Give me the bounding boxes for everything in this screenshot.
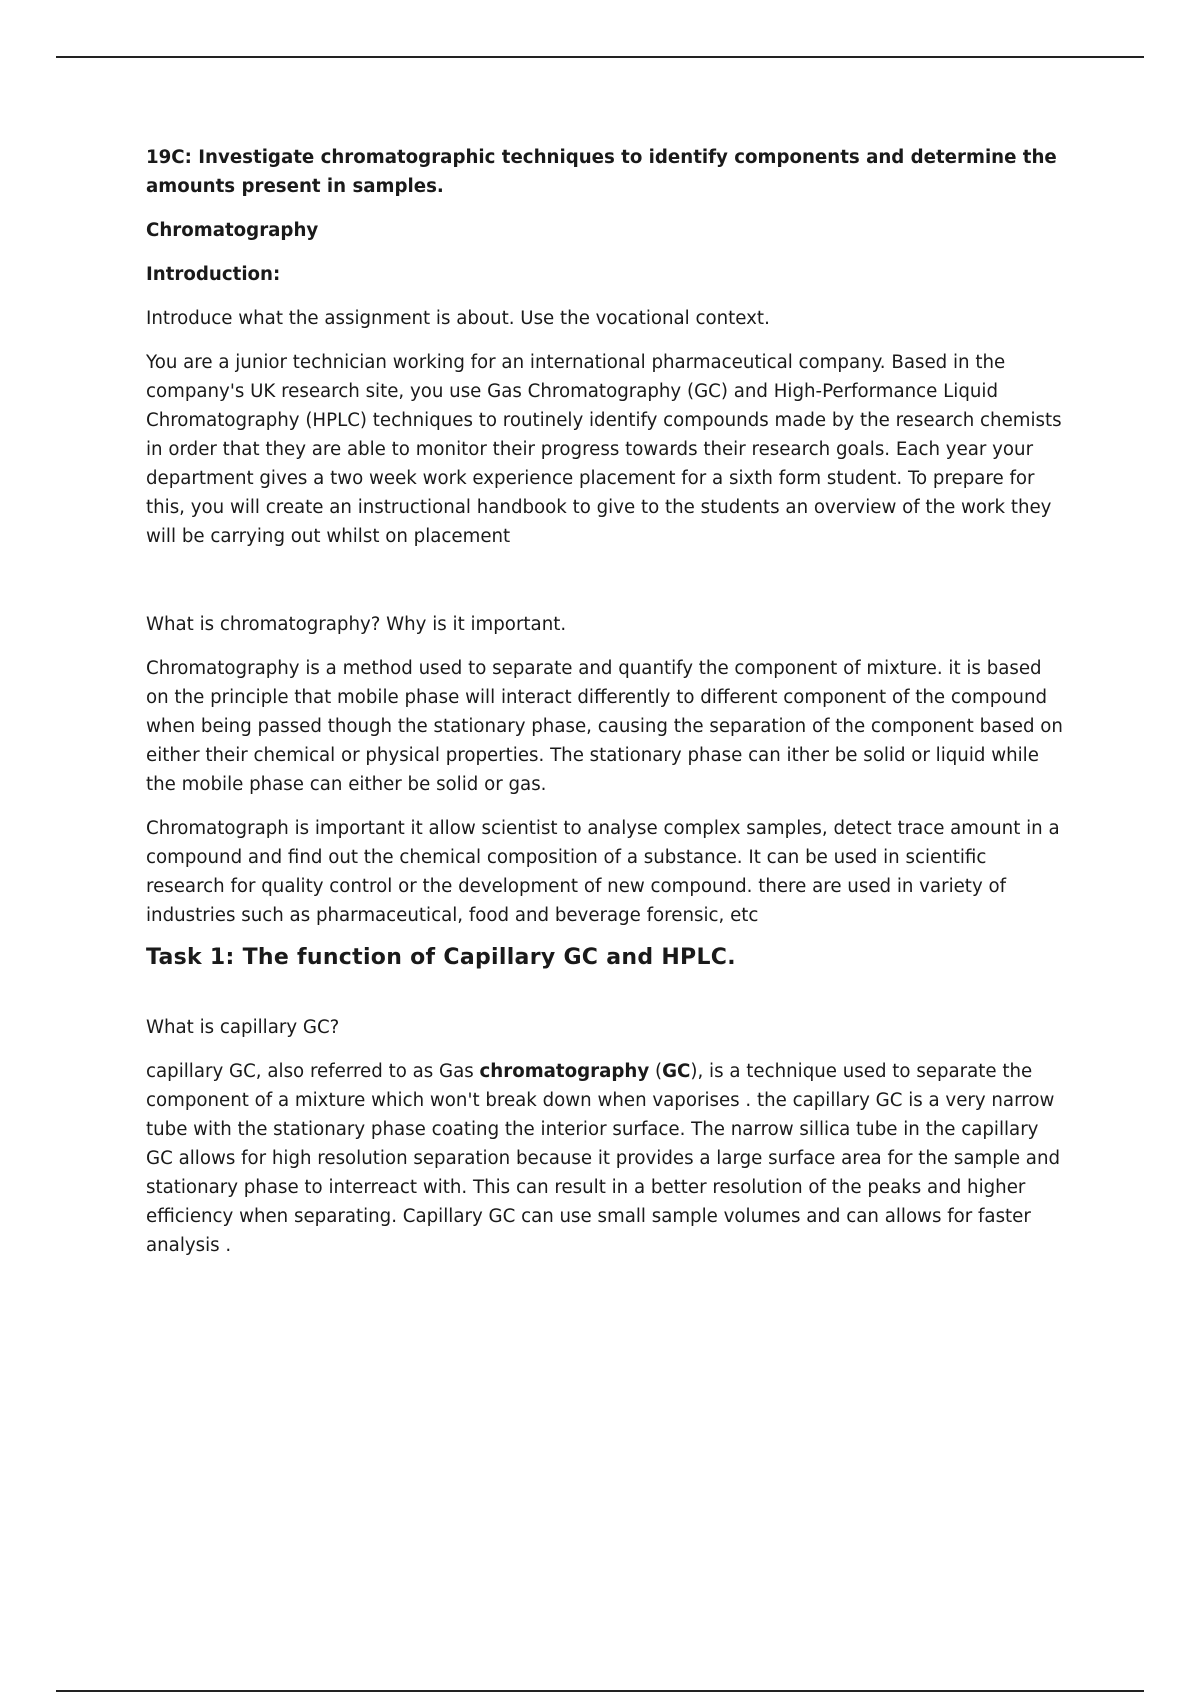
task-1-heading: Task 1: The function of Capillary GC and HPLC. <box>146 945 736 970</box>
answer-bold-term: GC <box>662 1061 691 1082</box>
answer-text: capillary GC, also referred to as Gas <box>146 1061 480 1082</box>
answer-chromatography-importance: Chromatograph is important it allow scientist to analyse complex samples, detect trace amount in a compound and find out the chemical composition of a substance. It can be used in scientific research for quality control or the development of new compound. there are used in variety of industries such as pharmaceutical, food and beverage forensic, etc <box>146 818 1060 926</box>
answer-chromatography-definition: Chromatography is a method used to separate and quantify the component of mixture. it is based on the principle that mobile phase will interact differently to different component of the compound when being passed though the stationary phase, causing the separation of the component based on either their chemical or physical properties. The stationary phase can ither be solid or liquid while the mobile phase can either be solid or gas. <box>146 658 1063 795</box>
introduction-prompt: Introduce what the assignment is about. Use the vocational context. <box>146 308 770 329</box>
document-title: 19C: Investigate chromatographic techniques to identify components and determine the amounts present in samples. <box>146 147 1057 197</box>
answer-capillary-gc <box>146 1057 1066 1260</box>
document-body <box>146 143 1066 1275</box>
introduction-paragraph: You are a junior technician working for an international pharmaceutical company. Based in the company's UK research site, you use Gas Chromatography (GC) and High-Performance Liquid Chromatography (HPLC) techniques to routinely identify compounds made by the research chemists in order that they are able to monitor their progress towards their research goals. Each year your department gives a two week work experience placement for a sixth form student. To prepare for this, you will create an instructional handbook to give to the students an overview of the work they will be carrying out whilst on placement <box>146 352 1062 547</box>
footer-rule <box>56 1690 1144 1692</box>
blank-line <box>146 973 1066 1013</box>
question-capillary-gc: What is capillary GC? <box>146 1017 340 1038</box>
answer-text: ( <box>649 1061 663 1082</box>
question-chromatography: What is chromatography? Why is it important. <box>146 614 567 635</box>
subtitle: Chromatography <box>146 220 319 241</box>
answer-text: ), is a technique used to separate the component of a mixture which won't break down when vaporises . the capillary GC is a very narrow tube with the stationary phase coating the interior surface. The narrow sillica tube in the capillary GC allows for high resolution separation because it provides a large surface area for the sample and stationary phase to interreact with. This can result in a better resolution of the peaks and higher efficiency when separating. Capillary GC can use small sample volumes and can allows for faster analysis . <box>146 1061 1061 1256</box>
blank-line <box>146 566 1066 610</box>
answer-bold-term: chromatography <box>479 1061 650 1082</box>
introduction-heading: Introduction: <box>146 264 281 285</box>
header-rule <box>56 56 1144 58</box>
